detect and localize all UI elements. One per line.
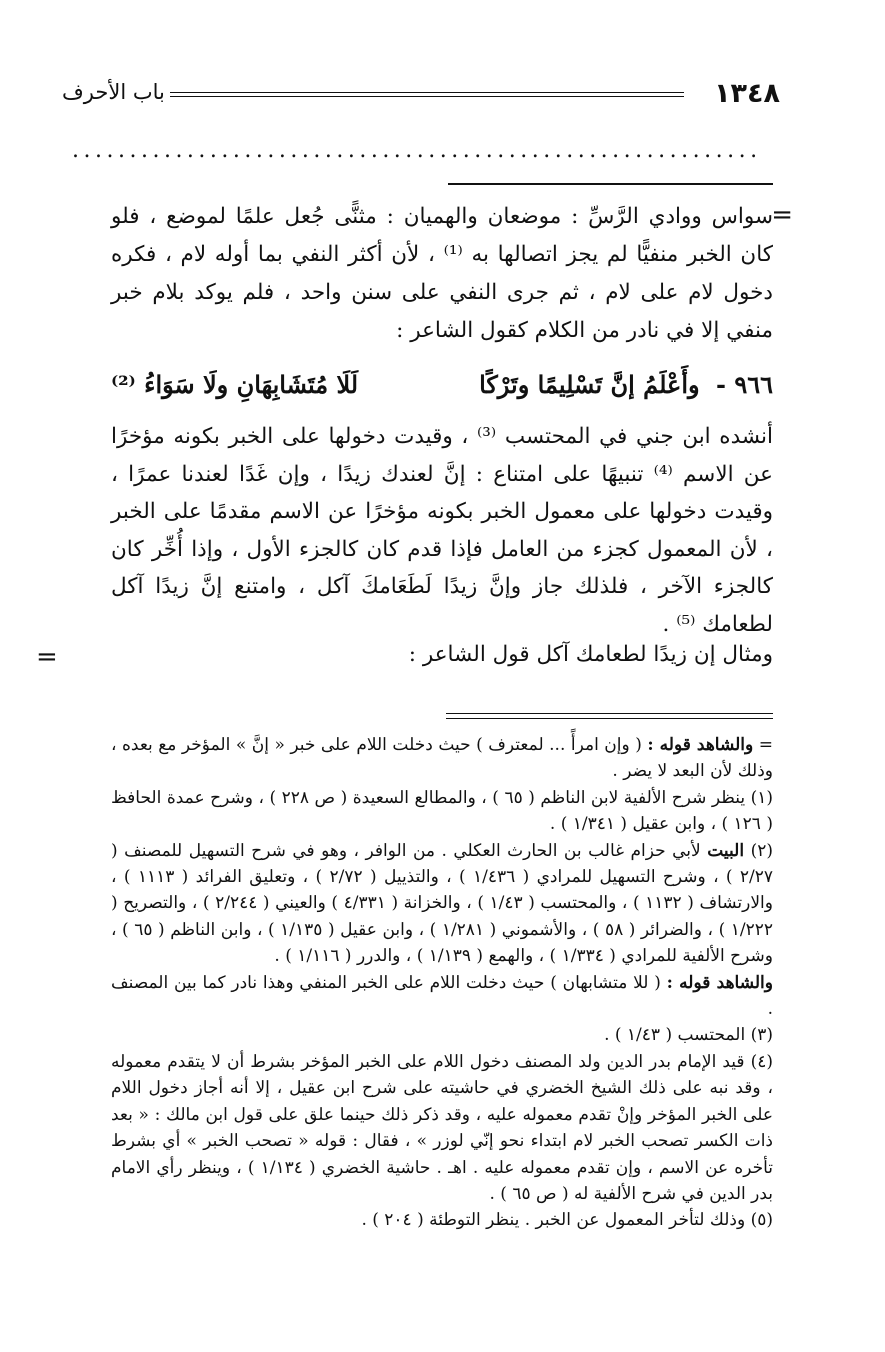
verse-line (111, 370, 773, 399)
closing-line-text: ومثال إن زيدًا لطعامك آكل قول الشاعر : (408, 642, 773, 667)
main-paragraph: سواس ووادي الرَّسِّ : موضعان والهميان : مثنًّى جُعل علمًا لموضع ، فلو كان الخبر منفيًّا لم يجز اتصالها به ⁽¹⁾ ، لأن أكثر النفي بما أوله لام ، فكره دخول لام على لام ، ثم جرى النفي على سنن واحد ، فلم يوكد بلام خبر منفي إلا في نادر من الكلام كقول الشاعر : (111, 204, 773, 343)
footnote-item (111, 732, 773, 785)
footnote-text: (٤) قيد الإمام بدر الدين ولد المصنف دخول اللام على الخبر المؤخر بشرط أن لا يتقدم معموله ، وقد نبه على ذلك الشيخ الخضري في حاشيته على شرح ابن عقيل ، إلا أنه أجاز دخول اللام على الخبر المؤخر وإنْ تقدم معموله عليه ، وقد ذكر ذلك حينما علق على قول ابن مالك : « بعد ذات الكسر تصحب الخبر لام ابتداء نحو إنّي لوزر » ، فقال : قوله « تصحب الخبر » أي بشرط تأخره عن الاسم ، وإن تقدم معموله عليه . اهـ . حاشية الخضري ( ١/١٣٤ ) ، وينظر رأي الامام بدر الدين في شرح الألفية له ( ص ٦٥ ) . (111, 1051, 773, 1204)
verse-hemistich-1: وأَعْلَمُ إنَّ تَسْلِيمًا وتَرْكًا (479, 370, 700, 399)
chapter-title: باب الأحرف (62, 80, 165, 104)
footnote-label: والشاهد قوله : (666, 972, 773, 993)
footnote-label: والشاهد قوله : (647, 735, 754, 755)
main-text-continued (111, 418, 773, 643)
footnote-text: (٣) المحتسب ( ١/٤٣ ) . (604, 1025, 773, 1046)
verse-hemistich-2: لَلَا مُتَشَابِهَانِ ولَا سَوَاءُ ⁽²⁾ (111, 370, 359, 399)
closing-continuation-mark: = (36, 642, 58, 672)
footnote-rule-bottom (446, 718, 773, 719)
footnotes (111, 732, 773, 1234)
continuation-mark: = (771, 200, 793, 230)
header-rule (170, 92, 684, 93)
footnote-item (111, 838, 773, 970)
top-short-rule (448, 183, 773, 185)
page-number: ١٣٤٨ (714, 78, 780, 109)
main-text (111, 198, 773, 350)
footnote-item (111, 970, 773, 1023)
footnote-item (111, 1049, 773, 1207)
footnote-text: ( للا متشابهان ) حيث دخلت اللام على الخبر المنفي وهذا نادر كما بين المصنف . (111, 972, 773, 1020)
closing-line (111, 642, 773, 667)
header-rule-second (170, 96, 684, 97)
footnote-label: البيت (707, 840, 745, 861)
footnote-rule-top (446, 713, 773, 714)
footnote-item (111, 785, 773, 838)
footnote-item (111, 1022, 773, 1048)
footnote-item (111, 1207, 773, 1233)
footnote-text: (٥) وذلك لتأخر المعمول عن الخبر . ينظر التوطئة ( ٢٠٤ ) . (361, 1210, 773, 1231)
footnote-mark: = (753, 735, 774, 755)
verse-number: ٩٦٦ - (716, 370, 773, 399)
footnote-text: ( وإن امرأً ... لمعترف ) حيث دخلت اللام على خبر « إنَّ » المؤخر مع بعده ، وذلك لأن البعد لا يضر . (111, 735, 773, 782)
footnote-text: لأبي حزام غالب بن الحارث العكلي . من الوافر ، وهو في شرح التسهيل للمصنف ( ٢/٢٧ ) ، وشرح التسهيل للمرادي ( ١/٤٣٦ ) ، والتذييل ( ٢/٧٢ ) ، وتعليق الفرائد ( ١١١٣ ) ، والارتشاف ( ١١٣٢ ) ، والمحتسب ( ١/٤٣ ) ، والخزانة ( ٤/٣٣١ ) والعيني ( ٢/٢٤٤ ) ، والتصريح ( ١/٢٢٢ ) ، والضرائر ( ٥٨ ) ، والأشموني ( ١/٢٨١ ) ، وابن عقيل ( ١/١٣٥ ) ، وابن الناظم ( ٦٥ ) ، وشرح الألفية للمرادي ( ١/٣٣٤ ) ، والهمع ( ١/١٣٩ ) ، والدرر ( ١/١١٦ ) . (111, 840, 774, 967)
dotted-separator: ............................................................ (72, 140, 762, 162)
footnote-text: (١) ينظر شرح الألفية لابن الناظم ( ٦٥ ) ، والمطالع السعيدة ( ص ٢٢٨ ) ، وشرح عمدة الحافظ ( ١٢٦ ) ، وابن عقيل ( ١/٣٤١ ) . (111, 787, 773, 835)
page-header (62, 78, 780, 114)
main-paragraph-2: أنشده ابن جني في المحتسب ⁽³⁾ ، وقيدت دخولها على الخبر بكونه مؤخرًا عن الاسم ⁽⁴⁾ تنبيهًا على امتناع : إنَّ لعندك زيدًا ، وإن غَدًا لعندنا عمرًا ، وقيدت دخولها على معمول الخبر بكونه مؤخرًا عن الاسم مقدمًا على الخبر ، لأن المعمول كجزء من العامل فإذا قدم كان كالجزء الأول ، وإذا أُخِّر كان كالجزء الآخر ، فلذلك جاز وإنَّ زيدًا لَطَعَامكَ آكل ، وامتنع إنَّ زيدًا آكل لطعامك ⁽⁵⁾ . (111, 424, 773, 637)
footnote-mark: (٢) (744, 840, 773, 861)
